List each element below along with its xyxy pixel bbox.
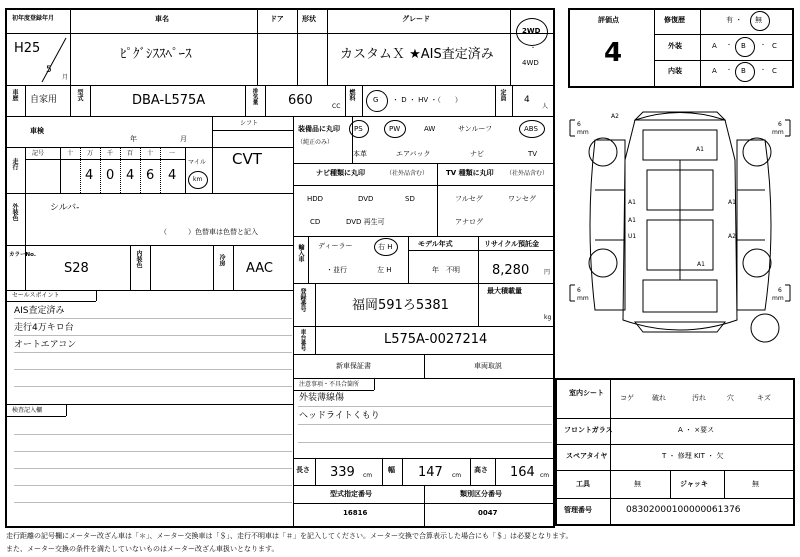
divider (70, 9, 71, 85)
car-name-value: ﾋﾟｸﾞｼｽｽﾍﾟｰｽ (120, 47, 192, 62)
sales-point-label: セールスポイント (12, 292, 60, 299)
equip-airbag: エアバック (396, 150, 431, 158)
new-car-warranty-label: 新車保証書 (336, 362, 371, 370)
color-value: シルバ- (50, 203, 80, 213)
interior-grade-a: A (712, 67, 717, 75)
repair-options: 有 ・ (726, 16, 743, 24)
management-no-label: 管理番号 (564, 506, 592, 514)
sales-point-line: 走行4万キロ台 (14, 323, 74, 333)
interior-item: キズ (757, 394, 771, 402)
divider (293, 117, 294, 527)
divider (90, 86, 91, 116)
notes-line: 外装薄線傷 (299, 393, 345, 403)
recycle-unit: 円 (544, 269, 551, 276)
grade-label: グレード (402, 15, 430, 23)
tv-label: TV 種類に丸印 (446, 169, 494, 177)
kigo-label: 記号 (32, 150, 45, 157)
divider (265, 86, 266, 116)
notes-line: ヘッドライトくもり (299, 411, 380, 421)
equip-navi: ナビ (470, 150, 484, 158)
equip-aw: AW (424, 125, 436, 133)
chassis-value: L575A-0027214 (384, 332, 488, 347)
dot: ・ (760, 42, 767, 49)
divider (6, 290, 294, 291)
interior-sheet-label: 室内シート (569, 389, 604, 397)
jack-value: 無 (752, 480, 759, 488)
interior-item: 穴 (727, 394, 734, 402)
divider (424, 355, 425, 378)
ac-value: AAC (246, 261, 273, 276)
divider (6, 416, 66, 417)
rule-line (298, 442, 552, 443)
tools-value: 無 (634, 480, 641, 488)
grade-value: カスタムＸ ★AIS査定済み (340, 47, 494, 62)
divider (294, 236, 554, 237)
sales-point-line: オートエアコン (14, 340, 77, 350)
class-no-value: 0047 (478, 509, 498, 517)
divider (212, 117, 213, 193)
tv-oneseg: ワンセグ (508, 195, 536, 203)
divider (6, 33, 554, 34)
management-no-value: 08302000100000061376 (626, 505, 741, 515)
divider (294, 378, 554, 379)
divider (6, 301, 96, 302)
divider (213, 246, 214, 290)
registration-value: 福岡591ろ5381 (352, 298, 449, 313)
chassis-label: 車台番号 (299, 329, 306, 351)
equip-ps: PS (354, 125, 363, 133)
color-note: （ ）色替車は色替と記入 (160, 228, 258, 236)
damage-mark: A1 (696, 146, 704, 153)
height-value: 164 (510, 465, 535, 480)
corner-label: 6 (778, 287, 782, 294)
divider (315, 459, 316, 485)
reg-month-value: 5 (46, 65, 52, 75)
tv-fullseg: フルセグ (455, 195, 483, 203)
rule-line (14, 468, 292, 469)
cc-unit: CC (332, 103, 341, 110)
damage-mark: A1 (628, 217, 636, 224)
car-name-label: 車名 (155, 15, 169, 23)
interior-grade-b: B (741, 67, 746, 75)
divider (724, 471, 725, 498)
divider (315, 284, 316, 354)
width-value: 147 (418, 465, 443, 480)
damage-mark: A1 (728, 199, 736, 206)
corner-label: mm (772, 295, 784, 302)
shape-label: 形状 (302, 15, 316, 23)
rule-line (14, 335, 292, 336)
divider (70, 86, 71, 116)
length-value: 339 (330, 465, 355, 480)
divider (670, 471, 671, 498)
month-unit: 月 (62, 74, 69, 81)
corner-label: mm (577, 129, 589, 136)
mileage-label: 走行 (11, 158, 18, 170)
interior-label: 内装 (668, 67, 682, 75)
cc-label: 排気量 (251, 88, 258, 105)
equipment-label: 装備品に丸印 (298, 125, 340, 133)
navi-cd: CD (310, 218, 321, 226)
equipment-sublabel: （純正のみ） (297, 139, 334, 146)
exterior-label: 外装 (668, 42, 682, 50)
exterior-grade-a: A (712, 42, 717, 50)
divider (130, 246, 131, 290)
divider (556, 444, 794, 445)
divider (297, 9, 298, 85)
width-label: 幅 (388, 466, 395, 474)
divider (495, 86, 496, 116)
navi-sd: SD (405, 195, 415, 203)
max-load-label: 最大積載量 (487, 287, 522, 295)
divider (294, 458, 554, 459)
exterior-grade-b: B (741, 42, 746, 50)
footer-note-2: また、メーター交換の条件を満たしていないものはメーター改ざん車扱いとなります。 (6, 545, 279, 553)
equip-tv: TV (528, 150, 538, 158)
equip-sunroof: サンルーフ (458, 125, 493, 133)
wd-dot: ・ (530, 45, 537, 52)
max-load-unit: kg (544, 314, 552, 321)
rule-line (14, 434, 292, 435)
divider (6, 193, 294, 194)
divider (700, 9, 701, 87)
color-label: 外装色 (11, 203, 18, 221)
usage-value: 自家用 (30, 95, 58, 105)
divider (6, 116, 554, 117)
digit-label: 万 (87, 150, 94, 157)
digit-label: 十 (147, 150, 154, 157)
repair-selected: 無 (755, 16, 762, 24)
corner-label: 6 (577, 287, 581, 294)
equip-pw: PW (389, 125, 401, 133)
interior-item: コゲ (620, 394, 634, 402)
divider (512, 86, 513, 116)
shift-label: シフト (240, 120, 259, 127)
rule-line (14, 386, 292, 387)
import-right-h: 右 H (378, 243, 393, 251)
navi-dvd: DVD (358, 195, 374, 203)
divider (556, 418, 794, 419)
divider (362, 86, 363, 116)
interior-color-label: 内装色 (135, 250, 142, 268)
fuel-g: G (373, 96, 379, 104)
divider (495, 459, 496, 485)
navi-hdd: HDD (307, 195, 324, 203)
navi-sublabel: （社外品含む） (386, 170, 429, 177)
inspector-label: 検査記入欄 (12, 407, 43, 414)
divider (294, 185, 554, 186)
height-label: 高さ (474, 466, 488, 474)
interior-item: 破れ (652, 394, 666, 402)
windshield-value: A ・ ×要ス (678, 426, 715, 434)
exterior-grade-c: C (772, 42, 777, 50)
height-unit: cm (540, 472, 550, 479)
divider (510, 9, 511, 85)
reg-year-value: H25 (14, 41, 41, 56)
type-no-label: 型式指定番号 (330, 490, 372, 498)
capacity-label: 定員 (499, 89, 506, 101)
divider (610, 379, 611, 525)
divider (60, 148, 61, 193)
damage-mark: A1 (697, 261, 705, 268)
ac-label: 冷房 (218, 254, 225, 266)
notes-label: 注意事項・不具合箇所 (299, 381, 360, 388)
door-label: ドア (270, 15, 284, 23)
cc-value: 660 (288, 93, 313, 108)
divider (478, 237, 479, 283)
rule-line (298, 406, 552, 407)
divider (120, 148, 121, 193)
divider (470, 459, 471, 485)
recycle-label: リサイクル預託金 (484, 240, 540, 248)
equip-abs: ABS (524, 125, 538, 133)
spare-tire-label: スペアタイヤ (566, 452, 608, 460)
mileage-digit: 4 (85, 168, 94, 183)
divider (25, 86, 26, 116)
corner-label: mm (772, 129, 784, 136)
divider (294, 283, 554, 284)
navi-dvd-play: DVD 再生可 (346, 218, 385, 226)
width-unit: cm (452, 472, 462, 479)
divider (308, 237, 309, 283)
equip-leather: 本革 (353, 150, 367, 158)
divider (100, 148, 101, 193)
divider (556, 498, 794, 499)
divider (345, 86, 346, 116)
wd4-label: 4WD (522, 59, 539, 67)
interior-grade-c: C (772, 67, 777, 75)
divider (294, 326, 554, 327)
rule-line (14, 485, 292, 486)
footer-note-1: 走行距離の記号欄にメーター改ざん車は「＊」、メーター交換車は「＄」、走行不明車は「＃」を記入してください。メーター交換で合算表示した場合にも「＄」は必要となります。 (6, 532, 573, 540)
manual-label: 車両取説 (474, 362, 502, 370)
rule-line (298, 424, 552, 425)
damage-mark: U1 (628, 233, 637, 240)
divider (25, 159, 185, 160)
mileage-digit: 0 (106, 168, 115, 183)
divider (424, 486, 425, 527)
divider (160, 148, 161, 193)
score-value: 4 (604, 38, 623, 68)
divider (245, 86, 246, 116)
mileage-digit: 4 (168, 168, 177, 183)
divider (25, 194, 26, 291)
color-no-label: カラーNo. (9, 252, 36, 258)
inspection-month: 月 (180, 135, 187, 143)
divider (408, 237, 409, 283)
color-no-value: S28 (64, 261, 89, 276)
shift-value: CVT (232, 150, 262, 168)
damage-mark: A2 (728, 233, 736, 240)
wd2-label: 2WD (522, 27, 541, 35)
divider (382, 459, 383, 485)
digit-label: 十 (67, 150, 74, 157)
registration-label: 登録番号 (299, 288, 306, 312)
digit-label: 百 (127, 150, 134, 157)
divider (654, 60, 793, 61)
divider (25, 148, 26, 193)
dot: ・ (726, 42, 733, 49)
rule-line (14, 352, 292, 353)
import-label: 輸入車 (297, 244, 304, 262)
repair-label: 修復歴 (664, 16, 685, 24)
divider (374, 379, 375, 390)
divider (654, 9, 655, 87)
fuel-options: ・ D ・ HV ・（ ） (392, 96, 462, 104)
divider (6, 404, 294, 405)
divider (478, 284, 479, 326)
tv-analog: アナログ (455, 218, 483, 226)
divider (327, 9, 328, 85)
mileage-digit: 4 (126, 168, 135, 183)
sales-point-line: AIS査定済み (14, 306, 65, 316)
divider (294, 390, 374, 391)
dot: ・ (726, 67, 733, 74)
km-unit: km (193, 176, 203, 183)
divider (212, 130, 293, 131)
windshield-label: フロントガラス (564, 426, 613, 434)
navi-label: ナビ種類に丸印 (316, 169, 365, 177)
car-damage-diagram (565, 100, 795, 360)
model-year-label: モデル年式 (418, 240, 453, 248)
damage-mark: A1 (628, 199, 636, 206)
mileage-digit: 6 (146, 168, 155, 183)
divider (96, 291, 97, 301)
type-no-value: 16816 (343, 509, 368, 517)
capacity-unit: 人 (542, 103, 549, 110)
model-label: 型式 (76, 89, 83, 101)
divider (257, 9, 258, 85)
inspection-label: 車検 (30, 127, 44, 135)
divider (185, 148, 186, 193)
divider (6, 85, 554, 86)
length-label: 長さ (296, 466, 310, 474)
corner-label: mm (577, 295, 589, 302)
inspection-year: 年 (130, 135, 137, 143)
interior-item: 汚れ (692, 394, 706, 402)
score-label: 評価点 (598, 16, 619, 24)
damage-mark: A2 (611, 113, 619, 120)
divider (66, 405, 67, 416)
divider (150, 246, 151, 290)
import-left-h: 左 H (377, 266, 392, 274)
divider (402, 459, 403, 485)
rule-line (14, 451, 292, 452)
rule-line (14, 318, 292, 319)
reg-year-label: 初年度登録年月 (12, 15, 55, 22)
fuel-label: 燃料 (348, 89, 355, 101)
divider (233, 246, 234, 290)
capacity-value: 4 (524, 95, 530, 105)
class-no-label: 類別区分番号 (460, 490, 502, 498)
divider (437, 164, 438, 236)
divider (80, 148, 81, 193)
model-year-value: 年 不明 (432, 266, 460, 274)
corner-label: 6 (778, 121, 782, 128)
recycle-value: 8,280 (492, 263, 530, 278)
corner-label: 6 (577, 121, 581, 128)
usage-label: 車歴 (11, 89, 18, 101)
dot: ・ (760, 67, 767, 74)
rule-line (14, 369, 292, 370)
digit-label: 千 (107, 150, 114, 157)
tv-sublabel: （社外品含む） (506, 170, 549, 177)
divider (6, 147, 294, 148)
jack-label: ジャッキ (680, 480, 708, 488)
import-dealer: ディーラー (318, 242, 353, 250)
mile-label: マイル (188, 159, 206, 166)
divider (294, 163, 554, 164)
divider (140, 148, 141, 193)
divider (654, 34, 793, 35)
length-unit: cm (363, 472, 373, 479)
rule-line (14, 502, 292, 503)
spare-tire-value: T ・ 修理 KIT ・ 欠 (662, 452, 724, 460)
divider (556, 470, 794, 471)
divider (408, 250, 554, 251)
model-value: DBA-L575A (132, 93, 206, 108)
import-parallel: ・並行 (326, 266, 347, 274)
tools-label: 工具 (576, 480, 590, 488)
digit-label: 一 (169, 150, 176, 157)
